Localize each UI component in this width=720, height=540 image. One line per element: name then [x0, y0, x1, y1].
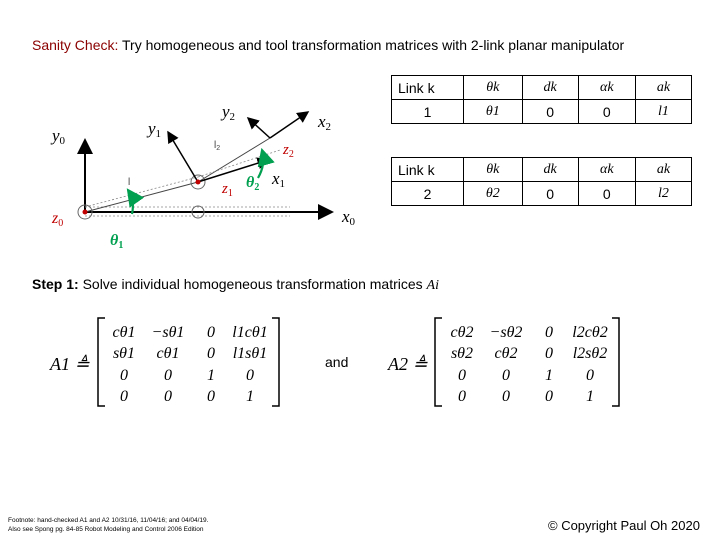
matrix-a2-name: A2 ≜ [388, 354, 428, 374]
header-alpha-k: αk [578, 158, 635, 182]
cell-theta: θ2 [464, 182, 523, 206]
footnote [8, 516, 208, 534]
header-d-k: dk [522, 158, 578, 182]
a2-cell: 1 [545, 367, 553, 384]
header-alpha-k: αk [578, 76, 635, 100]
a1-cell: 0 [246, 367, 254, 384]
a1-cell: sθ1 [112, 345, 136, 362]
and-text: and [325, 354, 349, 370]
cell-theta: θ1 [464, 100, 523, 124]
l2-label: $l_2$ [214, 140, 221, 152]
cell-d: 0 [522, 182, 578, 206]
a1-cell: 0 [207, 324, 215, 341]
a2-cell: cθ2 [494, 345, 518, 362]
a2-cell: l2cθ2 [572, 324, 608, 341]
cell-alpha: 0 [578, 182, 635, 206]
x0-label: x0 [342, 207, 356, 228]
a1-cell: −sθ1 [151, 324, 185, 341]
y2-label: y2 [222, 102, 236, 123]
a1-cell: 1 [207, 367, 215, 384]
a2-cell: 0 [545, 345, 553, 362]
matrix-a1-name: A1 ≜ [50, 354, 90, 374]
title-highlight: Sanity Check: [32, 37, 119, 53]
a2-cell: 0 [458, 388, 466, 405]
a2-cell: 1 [586, 388, 594, 405]
cell-alpha: 0 [578, 100, 635, 124]
cell-link: 2 [392, 182, 464, 206]
a1-cell: 0 [120, 388, 128, 405]
a1-cell: 0 [164, 388, 172, 405]
a1-cell: l1cθ1 [232, 324, 268, 341]
left-bracket [435, 318, 442, 406]
header-a-k: ak [635, 76, 691, 100]
cell-link: 1 [392, 100, 464, 124]
y1-label: y1 [148, 119, 162, 140]
y0-label: y0 [52, 126, 66, 147]
header-link-k: Link k [392, 76, 464, 100]
copyright: © Copyright Paul Oh 2020 [548, 518, 700, 533]
step-text: Solve individual homogeneous transformation matrices [78, 276, 427, 292]
a2-cell: −sθ2 [489, 324, 523, 341]
a1-cell: 1 [246, 388, 254, 405]
a1-cell: 0 [164, 367, 172, 384]
a2-cell: 0 [458, 367, 466, 384]
step-symbol: Ai [426, 278, 439, 293]
x2-label: x2 [318, 112, 332, 133]
title-text: Try homogeneous and tool transformation matrices with 2-link planar manipulator [118, 37, 625, 53]
a2-cell: cθ2 [450, 324, 474, 341]
x1-label: x1 [272, 169, 286, 190]
theta1-label: θ1 [110, 232, 124, 251]
l1-label: l [128, 177, 131, 188]
z1-label: $z_1$ [222, 181, 233, 199]
theta2-label: θ2 [246, 174, 260, 193]
header-theta-k: θk [464, 158, 523, 182]
cell-a: l1 [635, 100, 691, 124]
footnote-line-2: Also see Spong pg. 84-85 Robot Modeling and Control 2006 Edition [8, 526, 204, 533]
cell-d: 0 [522, 100, 578, 124]
a2-cell: 0 [502, 367, 510, 384]
a1-cell: 0 [207, 345, 215, 362]
right-bracket [612, 318, 619, 406]
a2-cell: 0 [586, 367, 594, 384]
z2-label: $z_2$ [283, 142, 294, 160]
a2-cell: sθ2 [450, 345, 474, 362]
a1-cell: 0 [207, 388, 215, 405]
a2-cell: l2sθ2 [572, 345, 608, 362]
z0-label: z0 [52, 210, 64, 229]
header-theta-k: θk [464, 76, 523, 100]
a2-cell: 0 [502, 388, 510, 405]
a1-cell: cθ1 [156, 345, 180, 362]
cell-a: l2 [635, 182, 691, 206]
a2-cell: 0 [545, 388, 553, 405]
footnote-line-1: Footnote: hand-checked A1 and A2 10/31/16, 11/04/16; and 04/04/19. [8, 517, 209, 524]
a1-cell: 0 [120, 367, 128, 384]
a1-cell: l1sθ1 [232, 345, 268, 362]
a2-cell: 0 [545, 324, 553, 341]
a1-cell: cθ1 [112, 324, 136, 341]
header-link-k: Link k [392, 158, 464, 182]
header-d-k: dk [522, 76, 578, 100]
header-a-k: ak [635, 158, 691, 182]
step-label: Step 1: [32, 276, 79, 292]
